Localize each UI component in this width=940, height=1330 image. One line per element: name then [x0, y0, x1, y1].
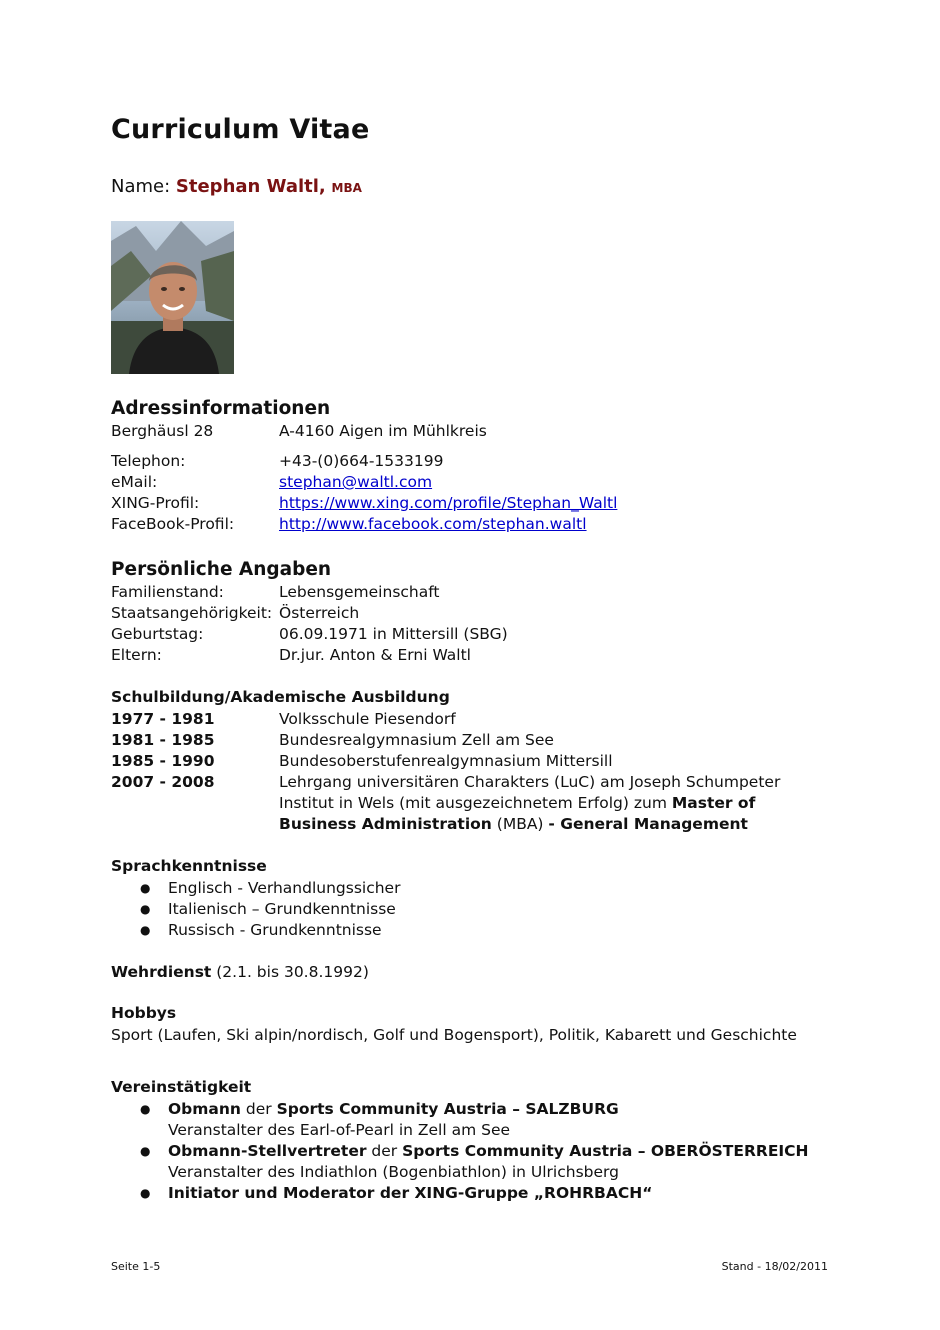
address-city: A-4160 Aigen im Mühlkreis — [279, 422, 487, 440]
bullet-icon: ● — [140, 1186, 151, 1200]
bullet-icon: ● — [140, 1102, 151, 1116]
footer-date: Stand - 18/02/2011 — [721, 1260, 828, 1273]
document-title: Curriculum Vitae — [111, 114, 370, 145]
education-years: 1977 - 1981 — [111, 710, 215, 728]
education-heading: Schulbildung/Akademische Ausbildung — [111, 688, 450, 706]
bullet-icon: ● — [140, 902, 151, 916]
email-link[interactable]: stephan@waltl.com — [279, 473, 433, 491]
education-cont-text: (MBA) — [491, 815, 549, 833]
education-text: Bundesoberstufenrealgymnasium Mittersill — [279, 752, 613, 770]
education-text: Lehrgang universitären Charakters (LuC) am Joseph Schumpeter — [279, 773, 781, 791]
club-item — [0, 1099, 940, 1120]
education-years: 2007 - 2008 — [111, 773, 215, 791]
education-text: Bundesrealgymnasium Zell am See — [279, 731, 554, 749]
personal-heading: Persönliche Angaben — [111, 559, 332, 580]
education-continuation — [279, 814, 748, 835]
language-text: Russisch - Grundkenntnisse — [168, 921, 382, 939]
xing-link[interactable]: https://www.xing.com/profile/Stephan_Waltl — [279, 494, 618, 512]
languages-heading: Sprachkenntnisse — [111, 857, 267, 875]
military-text: (2.1. bis 30.8.1992) — [211, 963, 369, 981]
education-years: 1981 - 1985 — [111, 731, 215, 749]
bullet-icon: ● — [140, 1144, 151, 1158]
name-line — [111, 176, 362, 197]
personal-value: Österreich — [279, 604, 360, 622]
military-label: Wehrdienst — [111, 963, 212, 981]
club-name: Sports Community Austria – OBERÖSTERREICH — [402, 1142, 809, 1160]
xing-label: XING-Profil: — [111, 494, 200, 512]
bullet-icon: ● — [140, 923, 151, 937]
name-label: Name: — [111, 176, 171, 197]
education-cont-bold: - General Management — [548, 815, 748, 833]
education-cont-bold: Master of — [671, 794, 756, 812]
personal-label: Staatsangehörigkeit: — [111, 604, 273, 622]
education-continuation — [279, 793, 755, 814]
personal-value: Dr.jur. Anton & Erni Waltl — [279, 646, 471, 664]
personal-value: 06.09.1971 in Mittersill (SBG) — [279, 625, 508, 643]
military-line — [111, 962, 369, 983]
phone-value: +43-(0)664-1533199 — [279, 452, 444, 470]
club-connector: der — [366, 1142, 403, 1160]
email-label: eMail: — [111, 473, 158, 491]
club-text — [168, 1099, 619, 1120]
address-street: Berghäusl 28 — [111, 422, 214, 440]
education-cont-text: Institut in Wels (mit ausgezeichnetem Erfolg) zum — [279, 794, 672, 812]
personal-label: Familienstand: — [111, 583, 224, 601]
club-role: Obmann — [168, 1100, 241, 1118]
club-role: Initiator und Moderator der XING-Gruppe „ROHRBACH“ — [168, 1184, 653, 1202]
language-item — [0, 899, 940, 920]
club-item — [0, 1183, 940, 1204]
language-text: Englisch - Verhandlungssicher — [168, 879, 401, 897]
clubs-heading: Vereinstätigkeit — [111, 1078, 252, 1096]
education-text: Volksschule Piesendorf — [279, 710, 456, 728]
language-item — [0, 920, 940, 941]
footer-page-number: Seite 1-5 — [111, 1260, 161, 1273]
club-connector: der — [240, 1100, 277, 1118]
language-text: Italienisch – Grundkenntnisse — [168, 900, 396, 918]
education-years: 1985 - 1990 — [111, 752, 215, 770]
address-heading: Adressinformationen — [111, 398, 331, 419]
personal-label: Eltern: — [111, 646, 162, 664]
portrait-photo — [111, 221, 234, 374]
personal-label: Geburtstag: — [111, 625, 204, 643]
hobbys-text: Sport (Laufen, Ski alpin/nordisch, Golf und Bogensport), Politik, Kabarett und Geschichte — [111, 1026, 797, 1044]
education-cont-bold: Business Administration — [279, 815, 492, 833]
facebook-label: FaceBook-Profil: — [111, 515, 235, 533]
facebook-link[interactable]: http://www.facebook.com/stephan.waltl — [279, 515, 587, 533]
personal-value: Lebensgemeinschaft — [279, 583, 440, 601]
club-text — [168, 1141, 809, 1162]
phone-label: Telephon: — [111, 452, 186, 470]
person-degree: MBA — [331, 181, 362, 195]
club-name: Sports Community Austria – SALZBURG — [276, 1100, 619, 1118]
bullet-icon: ● — [140, 881, 151, 895]
club-item — [0, 1141, 940, 1162]
club-subtext: Veranstalter des Indiathlon (Bogenbiathlon) in Ulrichsberg — [168, 1163, 619, 1181]
hobbys-heading: Hobbys — [111, 1004, 177, 1022]
language-item — [0, 878, 940, 899]
club-subtext: Veranstalter des Earl-of-Pearl in Zell am See — [168, 1121, 511, 1139]
club-role: Obmann-Stellvertreter — [168, 1142, 367, 1160]
person-name: Stephan Waltl, — [175, 176, 326, 197]
